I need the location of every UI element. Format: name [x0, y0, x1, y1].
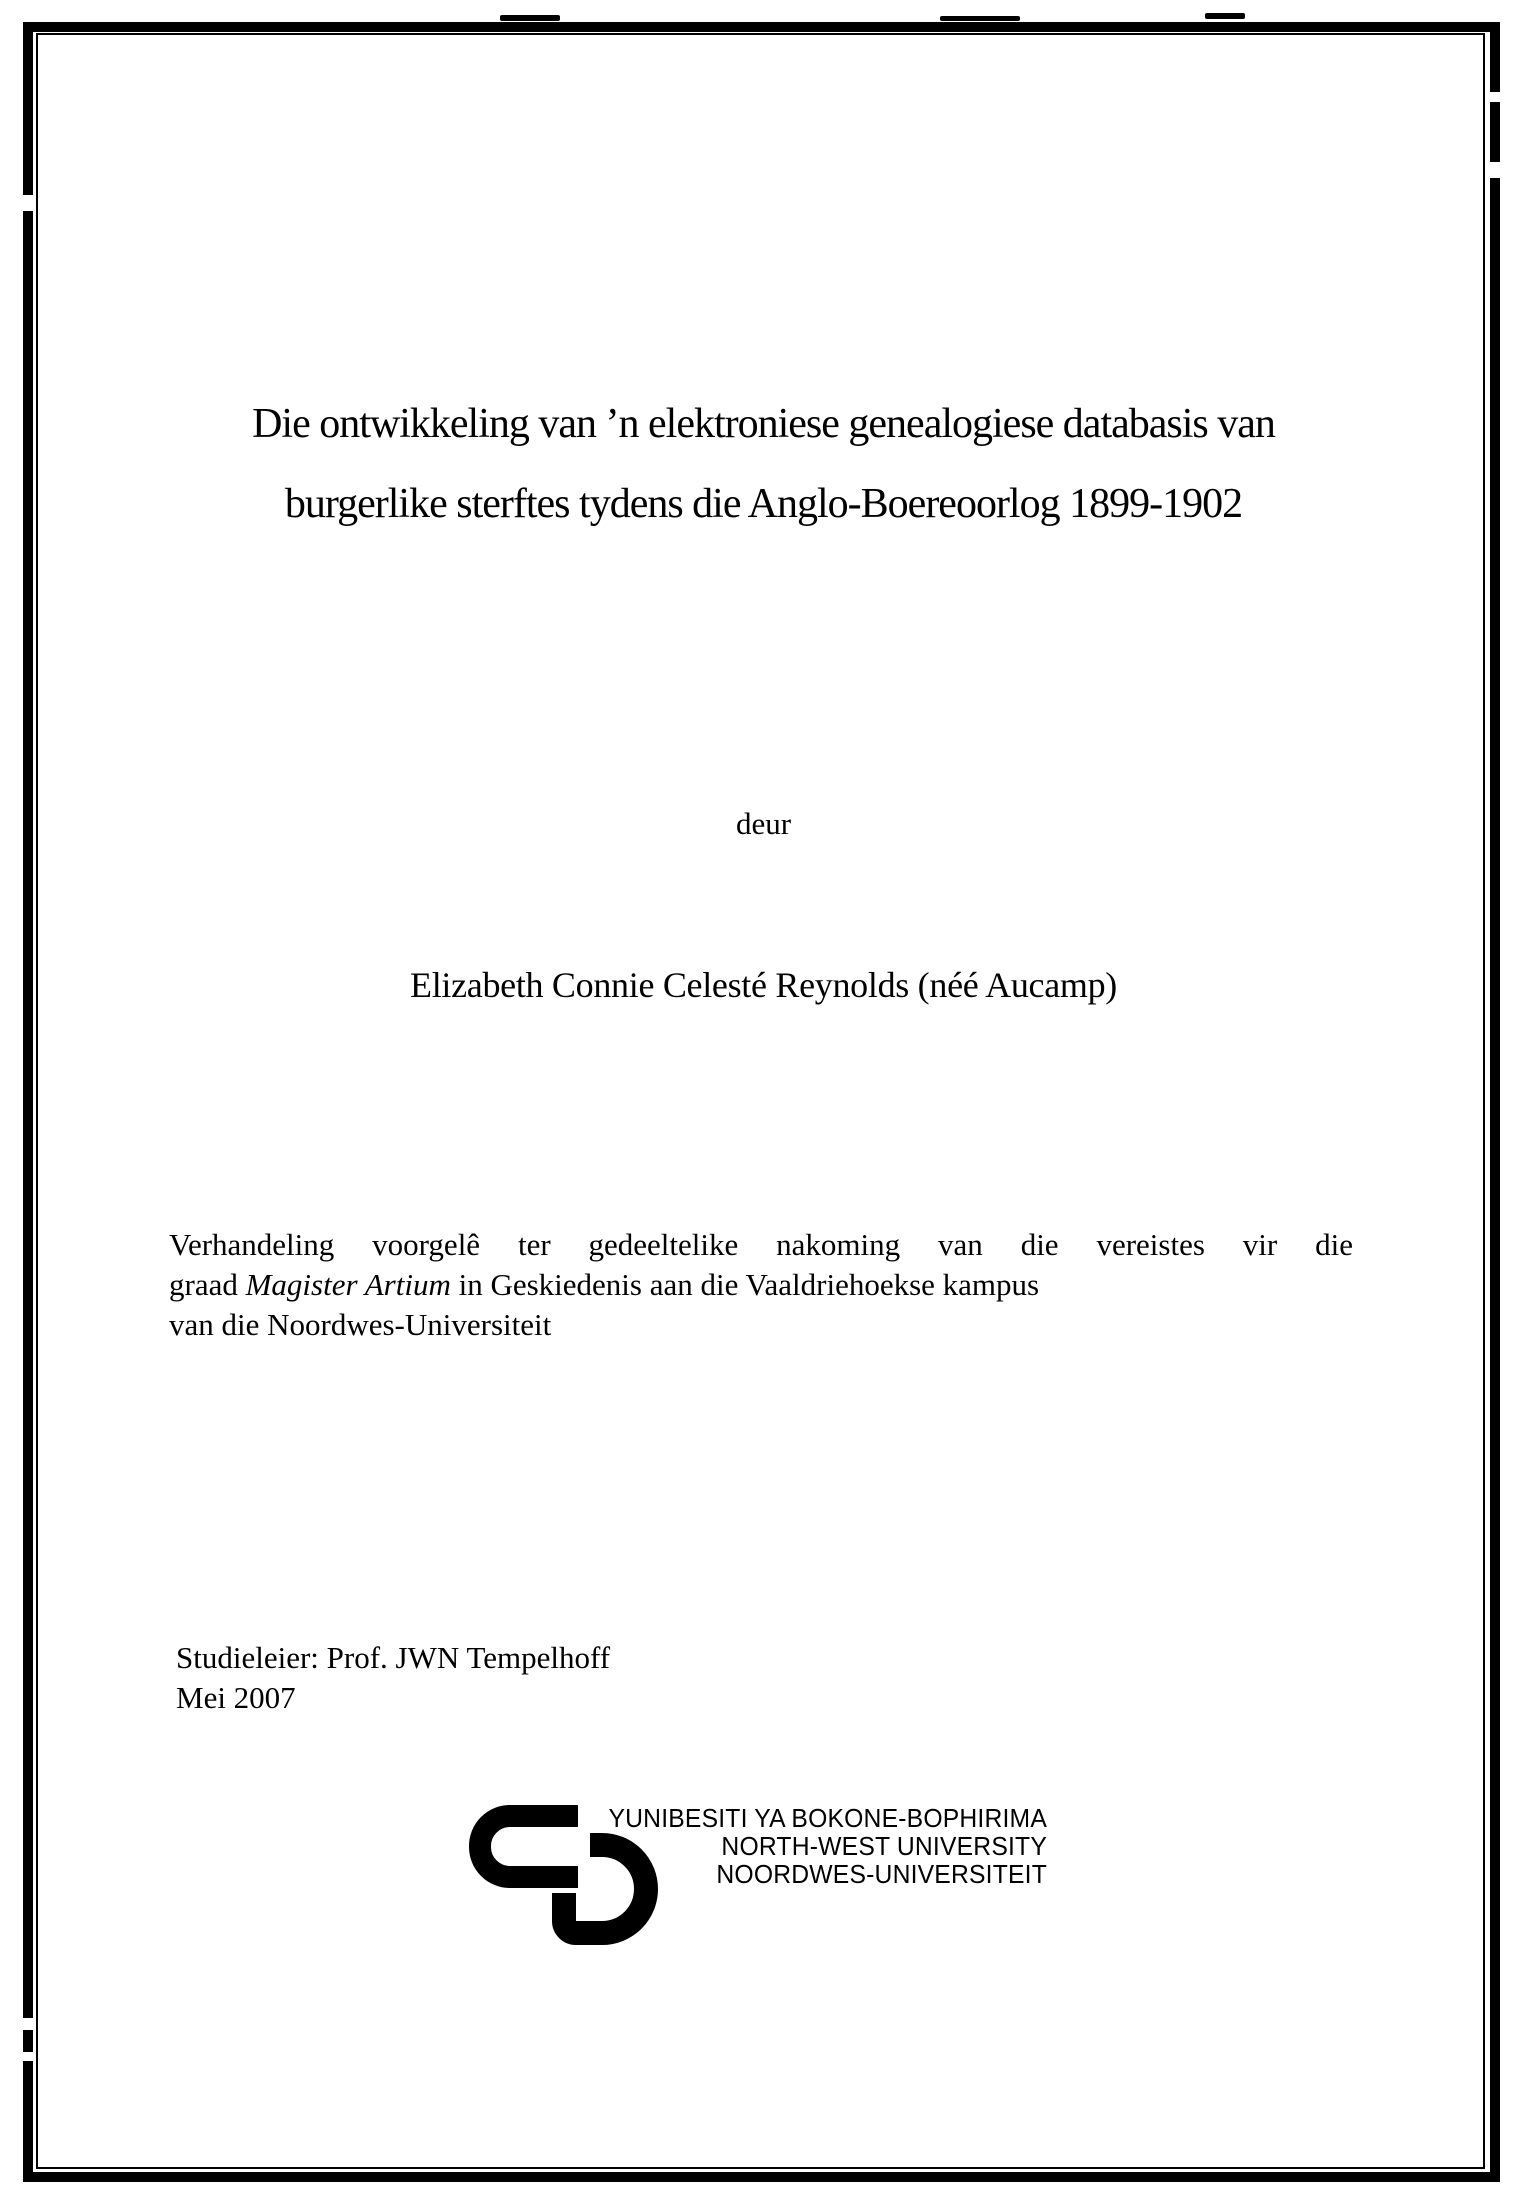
- degree-statement-line-3: van die Noordwes-Universiteit: [169, 1307, 552, 1342]
- scan-artifact: [1205, 13, 1245, 19]
- scan-artifact: [940, 16, 1020, 21]
- university-logo: [462, 1797, 1062, 1967]
- degree-statement: [169, 1225, 1353, 1345]
- logo-text-english: NORTH-WEST UNIVERSITY: [721, 1831, 1047, 1861]
- logo-text-setswana: YUNIBESITI YA BOKONE-BOPHIRIMA: [608, 1803, 1047, 1833]
- date-line: Mei 2007: [176, 1680, 296, 1715]
- degree-title-italic: Magister Artium: [245, 1267, 451, 1302]
- thesis-title-line-1: Die ontwikkeling van ’n elektroniese genealogiese databasis van: [252, 401, 1275, 447]
- author-name: Elizabeth Connie Celesté Reynolds (néé Aucamp): [410, 965, 1117, 1005]
- degree-statement-line-2-pre: graad: [169, 1267, 246, 1302]
- scan-artifact: [1490, 92, 1500, 102]
- thesis-title-line-2: burgerlike sterftes tydens die Anglo-Boereoorlog 1899-1902: [284, 481, 1243, 527]
- scan-artifact: [500, 15, 560, 21]
- degree-statement-line-2-post: in Geskiedenis aan die Vaaldriehoekse kampus: [450, 1267, 1040, 1302]
- byline-deur: deur: [735, 806, 792, 841]
- scan-artifact: [1490, 162, 1500, 178]
- scan-artifact: [23, 195, 34, 211]
- supervisor-line: Studieleier: Prof. JWN Tempelhoff: [176, 1640, 611, 1675]
- university-logo-text: [608, 1804, 1047, 1888]
- scan-artifact: [23, 2052, 34, 2061]
- supervisor-block: [176, 1638, 610, 1718]
- degree-statement-line-1: Verhandeling voorgelê ter gedeeltelike nakoming van die vereistes vir die: [169, 1227, 1353, 1262]
- degree-statement-line-2: [169, 1265, 1353, 1305]
- scan-artifact: [23, 2018, 34, 2030]
- logo-text-afrikaans: NOORDWES-UNIVERSITEIT: [716, 1859, 1047, 1889]
